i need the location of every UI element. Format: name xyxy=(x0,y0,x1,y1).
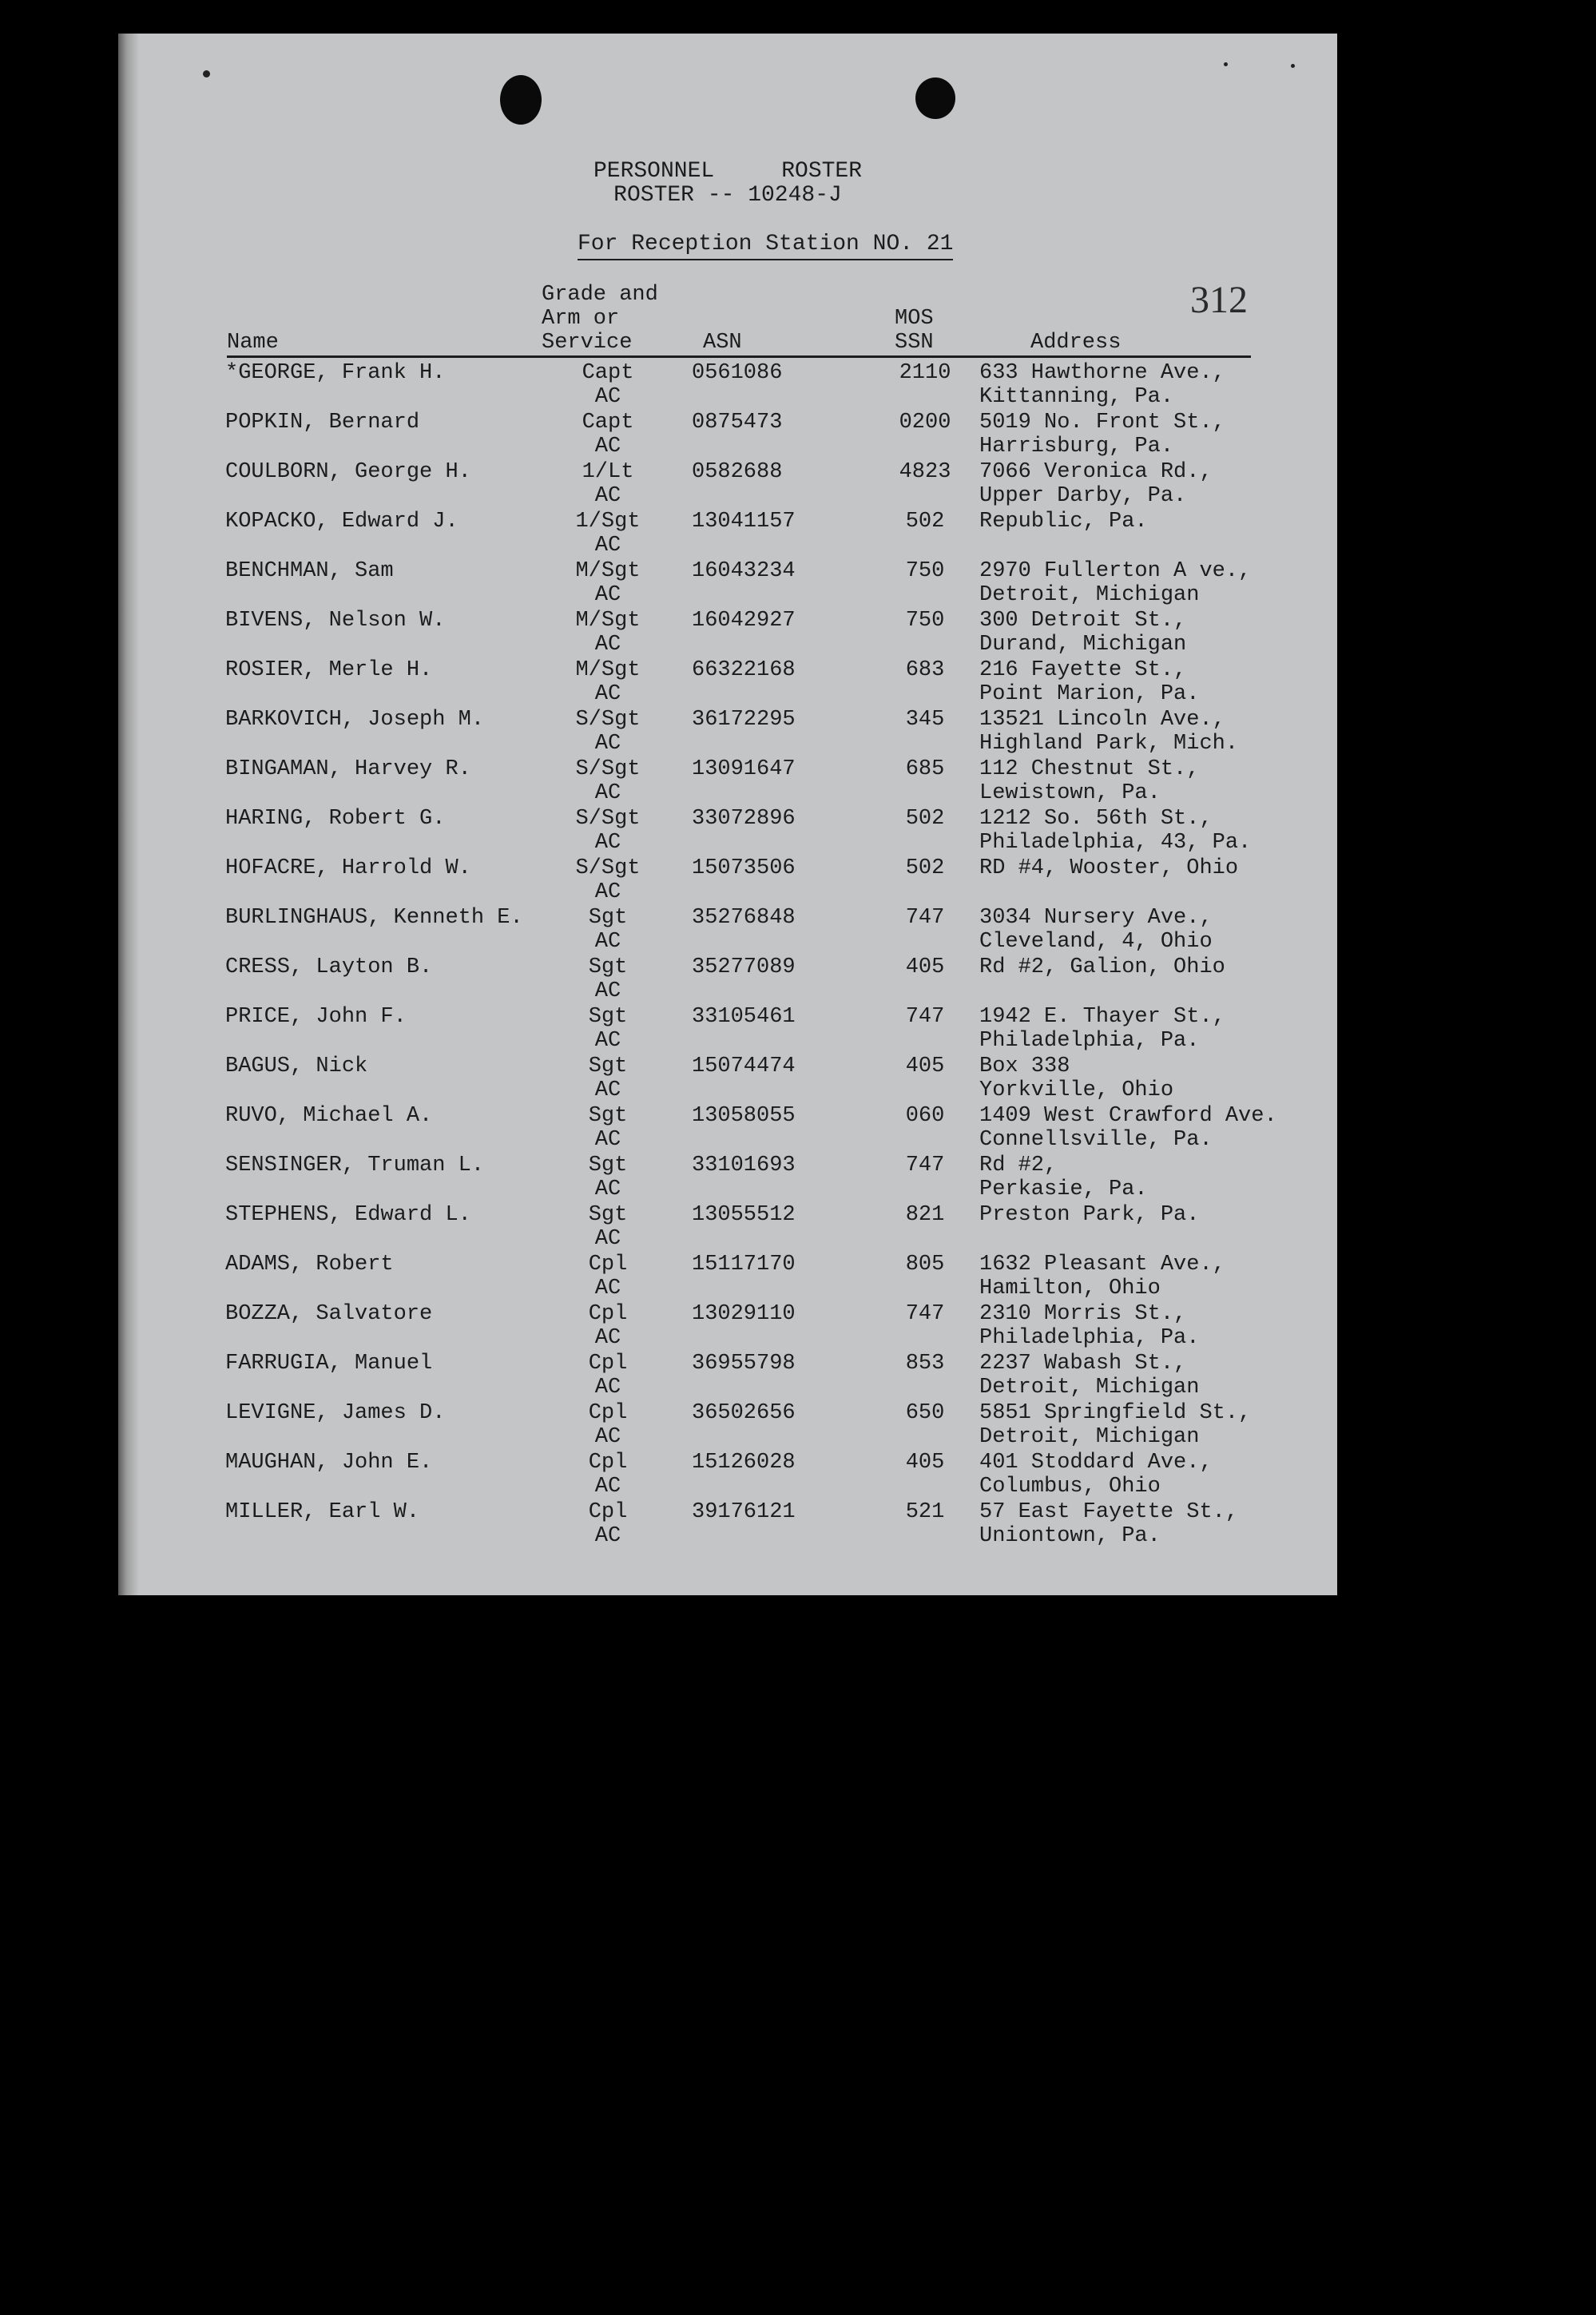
member-name: BURLINGHAUS, Kenneth E. xyxy=(225,906,523,930)
document-title: PERSONNEL ROSTER xyxy=(593,159,863,184)
member-address-line2: Philadelphia, Pa. xyxy=(979,1326,1200,1350)
roster-number: ROSTER -- 10248-J xyxy=(613,183,842,208)
member-asn: 13058055 xyxy=(692,1104,796,1128)
member-address-line2: Cleveland, 4, Ohio xyxy=(979,930,1213,954)
member-address-line1: 5851 Springfield St., xyxy=(979,1401,1252,1425)
member-asn: 15117170 xyxy=(692,1253,796,1277)
member-name: BAGUS, Nick xyxy=(225,1054,368,1078)
member-name: RUVO, Michael A. xyxy=(225,1104,433,1128)
member-arm: AC xyxy=(594,1177,621,1201)
member-grade: S/Sgt xyxy=(575,807,641,831)
table-row xyxy=(118,361,1337,411)
member-address-line1: 216 Fayette St., xyxy=(979,658,1187,682)
table-row xyxy=(118,1302,1337,1352)
member-name: SENSINGER, Truman L. xyxy=(225,1154,485,1177)
header-grade-line2: Arm or xyxy=(542,307,620,331)
member-arm: AC xyxy=(594,385,621,409)
member-mos: 685 xyxy=(905,757,945,781)
member-address-line1: 57 East Fayette St., xyxy=(979,1500,1239,1524)
member-name: BARKOVICH, Joseph M. xyxy=(225,708,485,732)
member-grade: Cpl xyxy=(588,1352,628,1376)
member-name: KOPACKO, Edward J. xyxy=(225,510,459,534)
member-name: BINGAMAN, Harvey R. xyxy=(225,757,471,781)
paper-speck xyxy=(1224,62,1228,66)
member-arm: AC xyxy=(594,633,621,657)
member-name: BOZZA, Salvatore xyxy=(225,1302,433,1326)
member-arm: AC xyxy=(594,1029,621,1053)
table-row xyxy=(118,1451,1337,1500)
member-mos: 405 xyxy=(905,1054,945,1078)
member-grade: S/Sgt xyxy=(575,856,641,880)
member-name: CRESS, Layton B. xyxy=(225,955,433,979)
table-row xyxy=(118,1401,1337,1451)
member-address-line1: 2310 Morris St., xyxy=(979,1302,1187,1326)
member-address-line1: 633 Hawthorne Ave., xyxy=(979,361,1225,385)
member-address-line2: Highland Park, Mich. xyxy=(979,732,1239,756)
member-name: *GEORGE, Frank H. xyxy=(225,361,446,385)
member-address-line2: Detroit, Michigan xyxy=(979,583,1200,607)
member-mos: 405 xyxy=(905,955,945,979)
header-mos: MOS xyxy=(895,307,934,331)
table-row xyxy=(118,1352,1337,1401)
member-address-line2: Upper Darby, Pa. xyxy=(979,484,1187,508)
member-grade: Cpl xyxy=(588,1253,628,1277)
member-asn: 33101693 xyxy=(692,1154,796,1177)
member-arm: AC xyxy=(594,1227,621,1251)
roster-table xyxy=(118,361,1337,1550)
member-address-line2: Durand, Michigan xyxy=(979,633,1187,657)
member-address-line1: 401 Stoddard Ave., xyxy=(979,1451,1213,1475)
member-grade: Sgt xyxy=(588,1154,628,1177)
member-address-line2: Columbus, Ohio xyxy=(979,1475,1161,1499)
member-arm: AC xyxy=(594,1128,621,1152)
member-arm: AC xyxy=(594,484,621,508)
member-asn: 15126028 xyxy=(692,1451,796,1475)
member-grade: Sgt xyxy=(588,955,628,979)
member-arm: AC xyxy=(594,831,621,855)
member-address-line1: RD #4, Wooster, Ohio xyxy=(979,856,1239,880)
member-arm: AC xyxy=(594,732,621,756)
member-name: COULBORN, George H. xyxy=(225,460,471,484)
member-grade: M/Sgt xyxy=(575,609,641,633)
member-grade: Sgt xyxy=(588,1203,628,1227)
member-mos: 502 xyxy=(905,807,945,831)
member-name: ADAMS, Robert xyxy=(225,1253,394,1277)
member-asn: 39176121 xyxy=(692,1500,796,1524)
member-address-line1: 2970 Fullerton A ve., xyxy=(979,559,1252,583)
header-asn: ASN xyxy=(703,331,742,355)
member-grade: M/Sgt xyxy=(575,559,641,583)
member-asn: 13041157 xyxy=(692,510,796,534)
table-row xyxy=(118,1054,1337,1104)
table-row xyxy=(118,1154,1337,1203)
table-row xyxy=(118,411,1337,460)
header-grade-line3: Service xyxy=(542,331,633,355)
member-asn: 36502656 xyxy=(692,1401,796,1425)
member-address-line2: Philadelphia, Pa. xyxy=(979,1029,1200,1053)
member-address-line1: 112 Chestnut St., xyxy=(979,757,1200,781)
table-row xyxy=(118,1500,1337,1550)
header-ssn: SSN xyxy=(895,331,934,355)
header-rule xyxy=(227,355,1251,358)
member-mos: 747 xyxy=(905,1302,945,1326)
member-address-line2: Yorkville, Ohio xyxy=(979,1078,1174,1102)
member-arm: AC xyxy=(594,979,621,1003)
member-address-line2: Kittanning, Pa. xyxy=(979,385,1174,409)
member-arm: AC xyxy=(594,1425,621,1449)
member-grade: Sgt xyxy=(588,1005,628,1029)
member-asn: 0561086 xyxy=(692,361,783,385)
member-arm: AC xyxy=(594,1078,621,1102)
member-address-line2: Lewistown, Pa. xyxy=(979,781,1161,805)
header-grade-line1: Grade and xyxy=(542,283,658,307)
member-address-line1: 3034 Nursery Ave., xyxy=(979,906,1213,930)
member-mos: 650 xyxy=(905,1401,945,1425)
member-name: STEPHENS, Edward L. xyxy=(225,1203,471,1227)
member-address-line2: Perkasie, Pa. xyxy=(979,1177,1148,1201)
member-grade: M/Sgt xyxy=(575,658,641,682)
member-mos: 060 xyxy=(905,1104,945,1128)
punch-hole-right xyxy=(915,77,955,119)
member-mos: 502 xyxy=(905,856,945,880)
member-name: POPKIN, Bernard xyxy=(225,411,420,435)
member-asn: 16042927 xyxy=(692,609,796,633)
member-address-line1: 1942 E. Thayer St., xyxy=(979,1005,1225,1029)
member-address-line2: Detroit, Michigan xyxy=(979,1376,1200,1400)
member-asn: 35277089 xyxy=(692,955,796,979)
member-asn: 15073506 xyxy=(692,856,796,880)
member-address-line1: 1632 Pleasant Ave., xyxy=(979,1253,1225,1277)
member-arm: AC xyxy=(594,1376,621,1400)
member-address-line1: Rd #2, Galion, Ohio xyxy=(979,955,1225,979)
member-mos: 0200 xyxy=(899,411,951,435)
member-mos: 853 xyxy=(905,1352,945,1376)
member-address-line2: Hamilton, Ohio xyxy=(979,1277,1161,1300)
member-arm: AC xyxy=(594,781,621,805)
member-name: BENCHMAN, Sam xyxy=(225,559,394,583)
member-address-line1: 5019 No. Front St., xyxy=(979,411,1225,435)
member-address-line1: 2237 Wabash St., xyxy=(979,1352,1187,1376)
member-mos: 750 xyxy=(905,609,945,633)
member-name: MILLER, Earl W. xyxy=(225,1500,420,1524)
member-arm: AC xyxy=(594,1326,621,1350)
member-arm: AC xyxy=(594,682,621,706)
table-row xyxy=(118,559,1337,609)
member-mos: 521 xyxy=(905,1500,945,1524)
member-address-line2: Philadelphia, 43, Pa. xyxy=(979,831,1252,855)
member-address-line1: Rd #2, xyxy=(979,1154,1058,1177)
member-name: FARRUGIA, Manuel xyxy=(225,1352,433,1376)
table-row xyxy=(118,906,1337,955)
table-row xyxy=(118,955,1337,1005)
member-grade: 1/Lt xyxy=(582,460,634,484)
member-address-line1: 300 Detroit St., xyxy=(979,609,1187,633)
member-arm: AC xyxy=(594,880,621,904)
member-mos: 821 xyxy=(905,1203,945,1227)
roster-page xyxy=(118,34,1337,1595)
paper-speck xyxy=(1291,64,1295,68)
member-name: HOFACRE, Harrold W. xyxy=(225,856,471,880)
member-mos: 502 xyxy=(905,510,945,534)
member-mos: 747 xyxy=(905,906,945,930)
member-address-line2: Uniontown, Pa. xyxy=(979,1524,1161,1548)
table-row xyxy=(118,1253,1337,1302)
member-mos: 750 xyxy=(905,559,945,583)
member-address-line1: 7066 Veronica Rd., xyxy=(979,460,1213,484)
station-heading: For Reception Station NO. 21 xyxy=(578,232,953,260)
member-grade: Sgt xyxy=(588,1054,628,1078)
member-arm: AC xyxy=(594,1475,621,1499)
table-row xyxy=(118,856,1337,906)
table-row xyxy=(118,460,1337,510)
member-asn: 16043234 xyxy=(692,559,796,583)
member-address-line2: Connellsville, Pa. xyxy=(979,1128,1213,1152)
table-row xyxy=(118,1203,1337,1253)
member-asn: 33105461 xyxy=(692,1005,796,1029)
member-asn: 35276848 xyxy=(692,906,796,930)
member-grade: Cpl xyxy=(588,1500,628,1524)
table-row xyxy=(118,1005,1337,1054)
member-grade: Capt xyxy=(582,361,634,385)
member-grade: Cpl xyxy=(588,1401,628,1425)
member-arm: AC xyxy=(594,930,621,954)
member-asn: 0582688 xyxy=(692,460,783,484)
member-asn: 13029110 xyxy=(692,1302,796,1326)
member-name: HARING, Robert G. xyxy=(225,807,446,831)
header-name: Name xyxy=(227,331,279,355)
member-asn: 66322168 xyxy=(692,658,796,682)
member-address-line1: 1212 So. 56th St., xyxy=(979,807,1213,831)
table-row xyxy=(118,708,1337,757)
member-name: PRICE, John F. xyxy=(225,1005,407,1029)
member-asn: 36172295 xyxy=(692,708,796,732)
member-grade: Capt xyxy=(582,411,634,435)
member-arm: AC xyxy=(594,1277,621,1300)
table-row xyxy=(118,609,1337,658)
member-address-line2: Detroit, Michigan xyxy=(979,1425,1200,1449)
header-address: Address xyxy=(1030,331,1122,355)
table-row xyxy=(118,658,1337,708)
member-mos: 683 xyxy=(905,658,945,682)
member-asn: 33072896 xyxy=(692,807,796,831)
member-arm: AC xyxy=(594,583,621,607)
member-address-line1: Republic, Pa. xyxy=(979,510,1148,534)
table-row xyxy=(118,510,1337,559)
member-address-line1: 1409 West Crawford Ave. xyxy=(979,1104,1277,1128)
member-mos: 345 xyxy=(905,708,945,732)
member-name: MAUGHAN, John E. xyxy=(225,1451,433,1475)
member-address-line1: 13521 Lincoln Ave., xyxy=(979,708,1225,732)
member-grade: Sgt xyxy=(588,906,628,930)
punch-hole-left xyxy=(500,75,542,125)
member-mos: 747 xyxy=(905,1005,945,1029)
member-arm: AC xyxy=(594,534,621,558)
table-row xyxy=(118,1104,1337,1154)
member-address-line2: Harrisburg, Pa. xyxy=(979,435,1174,459)
member-mos: 4823 xyxy=(899,460,951,484)
table-row xyxy=(118,807,1337,856)
member-grade: 1/Sgt xyxy=(575,510,641,534)
member-address-line1: Preston Park, Pa. xyxy=(979,1203,1200,1227)
member-grade: Cpl xyxy=(588,1302,628,1326)
paper-speck xyxy=(203,70,210,77)
member-asn: 13055512 xyxy=(692,1203,796,1227)
member-mos: 805 xyxy=(905,1253,945,1277)
member-grade: Cpl xyxy=(588,1451,628,1475)
member-arm: AC xyxy=(594,1524,621,1548)
member-name: LEVIGNE, James D. xyxy=(225,1401,446,1425)
member-arm: AC xyxy=(594,435,621,459)
member-asn: 15074474 xyxy=(692,1054,796,1078)
member-asn: 13091647 xyxy=(692,757,796,781)
member-mos: 747 xyxy=(905,1154,945,1177)
member-address-line1: Box 338 xyxy=(979,1054,1070,1078)
page-number: 312 xyxy=(1190,279,1248,321)
member-grade: S/Sgt xyxy=(575,708,641,732)
table-row xyxy=(118,757,1337,807)
member-mos: 405 xyxy=(905,1451,945,1475)
member-grade: S/Sgt xyxy=(575,757,641,781)
member-asn: 0875473 xyxy=(692,411,783,435)
member-name: ROSIER, Merle H. xyxy=(225,658,433,682)
member-asn: 36955798 xyxy=(692,1352,796,1376)
member-grade: Sgt xyxy=(588,1104,628,1128)
member-address-line2: Point Marion, Pa. xyxy=(979,682,1200,706)
member-name: BIVENS, Nelson W. xyxy=(225,609,446,633)
member-mos: 2110 xyxy=(899,361,951,385)
